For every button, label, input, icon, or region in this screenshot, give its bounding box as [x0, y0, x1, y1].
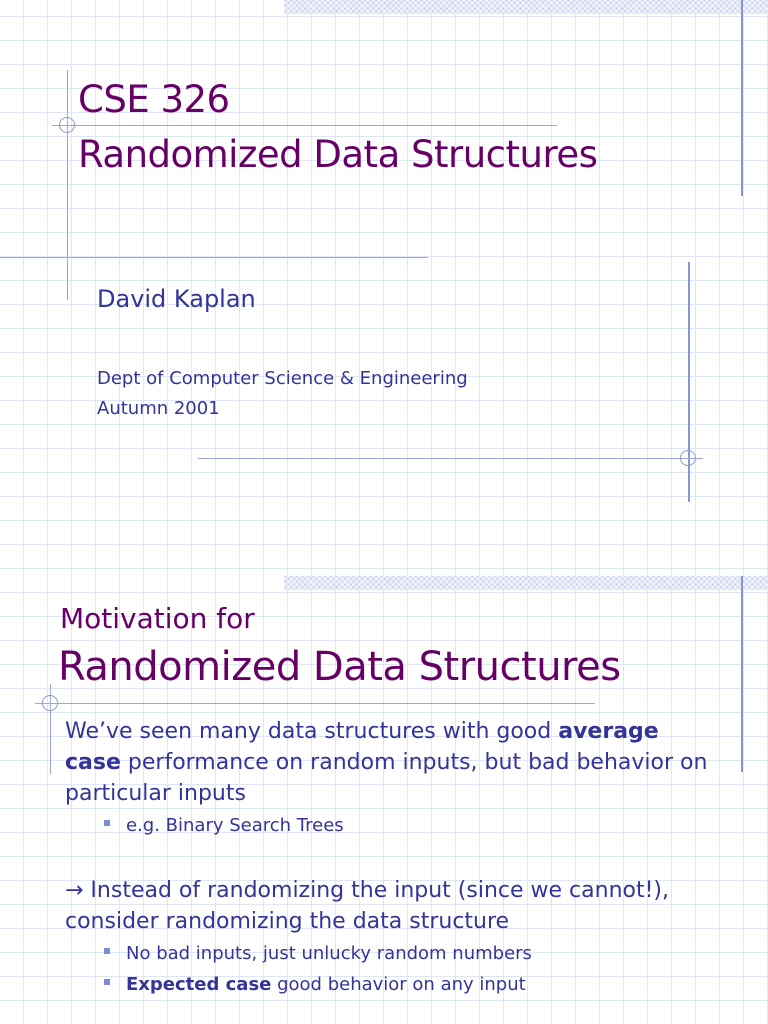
- bullet-square-icon: [104, 979, 110, 985]
- paragraph-text: performance on random inputs, but bad behavior on particular inputs: [65, 750, 708, 806]
- slide-title-line-1: CSE 326: [78, 78, 230, 121]
- decorative-horizontal-line: [0, 257, 428, 258]
- decorative-horizontal-line: [52, 125, 557, 126]
- crosshair-icon: [42, 695, 58, 711]
- bullet-text: No bad inputs, just unlucky random numbers: [126, 943, 532, 964]
- decorative-vertical-line: [688, 262, 690, 502]
- bullet-text: good behavior on any input: [271, 974, 526, 995]
- slide-subtitle: Motivation for: [60, 602, 255, 635]
- motivation-slide: [0, 512, 768, 1024]
- bullet-square-icon: [104, 948, 110, 954]
- paragraph-text: Instead of randomizing the input (since we cannot!), consider randomizing the data structure: [65, 878, 669, 934]
- arrow-icon: →: [65, 878, 84, 903]
- decorative-horizontal-line: [198, 458, 703, 459]
- decorative-vertical-line: [741, 0, 743, 196]
- crosshair-icon: [59, 117, 75, 133]
- slide-title: Randomized Data Structures: [58, 644, 621, 690]
- bullet-item: [104, 943, 532, 964]
- decorative-band: [284, 576, 768, 590]
- paragraph-randomize: [65, 875, 715, 937]
- decorative-vertical-line: [67, 70, 68, 300]
- slide-title-line-2: Randomized Data Structures: [78, 133, 598, 176]
- bullet-item: [104, 815, 344, 836]
- emphasis-text: average case: [65, 719, 659, 775]
- bullet-item: [104, 974, 526, 995]
- decorative-vertical-line: [741, 576, 743, 772]
- crosshair-icon: [680, 450, 696, 466]
- decorative-horizontal-line: [35, 703, 595, 704]
- department-text: Dept of Computer Science & Engineering: [97, 368, 468, 389]
- author-name: David Kaplan: [97, 285, 256, 313]
- paragraph-average-case: [65, 716, 715, 809]
- term-text: Autumn 2001: [97, 398, 220, 419]
- paragraph-text: We’ve seen many data structures with good: [65, 719, 559, 744]
- bullet-text: e.g. Binary Search Trees: [126, 815, 344, 836]
- bullet-square-icon: [104, 820, 110, 826]
- emphasis-text: Expected case: [126, 974, 272, 995]
- decorative-band: [284, 0, 768, 14]
